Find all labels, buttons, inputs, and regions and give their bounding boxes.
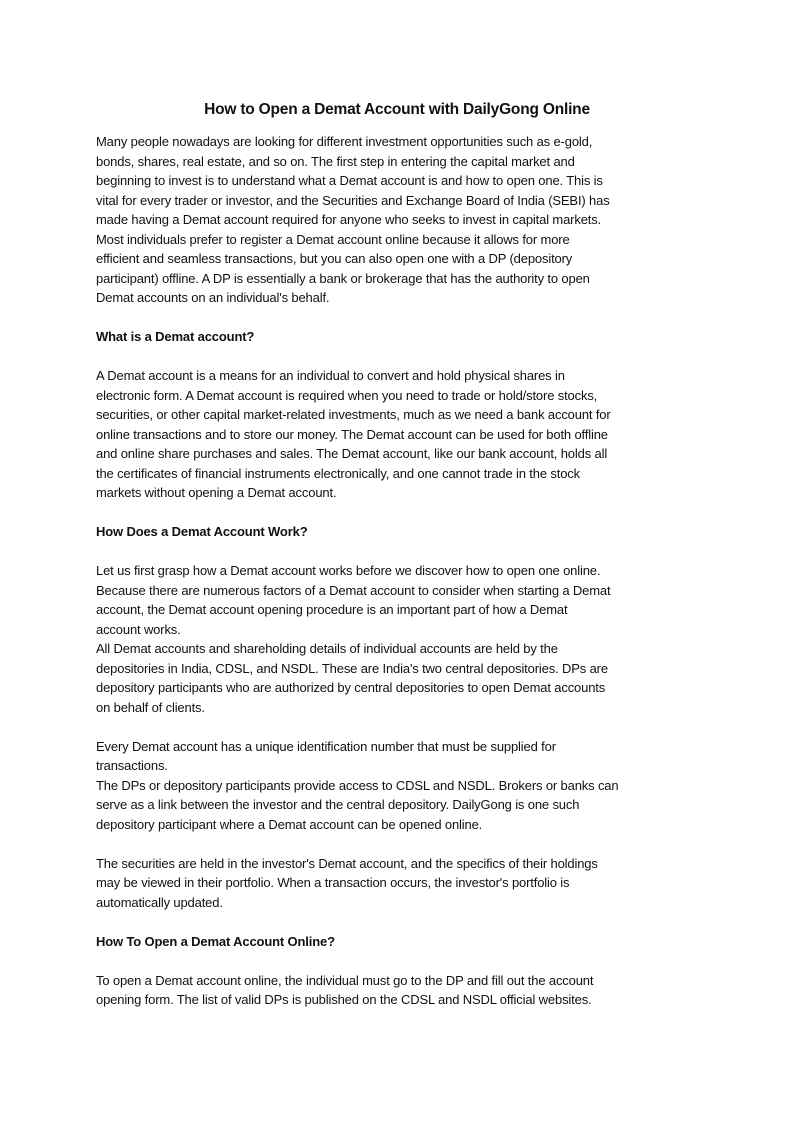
- text-line: serve as a link between the investor and the central depository. DailyGong is one such: [96, 797, 580, 812]
- text-line: automatically updated.: [96, 894, 223, 910]
- text-line: To open a Demat account online, the individual must go to the DP and fill out the account: [96, 972, 594, 988]
- text-line: Demat accounts on an individual's behalf.: [96, 290, 330, 305]
- paragraph-gap: [96, 951, 736, 971]
- text-line: bonds, shares, real estate, and so on. The first step in entering the capital market and: [96, 153, 575, 169]
- text-line: and online share purchases and sales. The Demat account, like our bank account, holds all: [96, 446, 608, 461]
- paragraph-gap: [96, 912, 736, 932]
- text-line: All Demat accounts and shareholding details of individual accounts are held by the: [96, 641, 558, 656]
- paragraph-gap: [96, 347, 736, 367]
- text-line: account works.: [96, 621, 181, 637]
- text-line: vital for every trader or investor, and the Securities and Exchange Board of India (SEBI) has: [96, 192, 610, 208]
- text-line: efficient and seamless transactions, but you can also open one with a DP (depository: [96, 251, 573, 266]
- document-title: How to Open a Demat Account with DailyGong Online: [204, 101, 590, 118]
- paragraph-gap: [96, 834, 736, 854]
- paragraph: [96, 971, 736, 1010]
- text-line: Every Demat account has a unique identification number that must be supplied for: [96, 738, 556, 754]
- paragraph: [96, 132, 736, 308]
- text-line: depository participants who are authorized by central depositories to open Demat accounts: [96, 680, 606, 695]
- text-line: Many people nowadays are looking for different investment opportunities such as e-gold,: [96, 134, 593, 149]
- paragraph: [96, 854, 736, 913]
- document-body: [96, 132, 736, 1010]
- paragraph-gap: [96, 542, 736, 562]
- paragraph-gap: [96, 717, 736, 737]
- text-line: the certificates of financial instruments electronically, and one cannot trade in the stock: [96, 465, 580, 481]
- text-line: online transactions and to store our money. The Demat account can be used for both offline: [96, 426, 608, 442]
- text-line: made having a Demat account required for anyone who seeks to invest in capital markets.: [96, 212, 602, 227]
- text-line: may be viewed in their portfolio. When a transaction occurs, the investor's portfolio is: [96, 875, 570, 890]
- heading-text: How To Open a Demat Account Online?: [96, 933, 335, 949]
- heading-text: How Does a Demat Account Work?: [96, 524, 308, 539]
- text-line: transactions.: [96, 758, 168, 773]
- paragraph-gap: [96, 503, 736, 523]
- section-heading: [96, 932, 736, 952]
- text-line: participant) offline. A DP is essentially a bank or brokerage that has the authority to open: [96, 270, 590, 286]
- text-line: securities, or other capital market-related investments, much as we need a bank account for: [96, 407, 611, 422]
- text-line: depository participant where a Demat account can be opened online.: [96, 816, 483, 832]
- text-line: A Demat account is a means for an individual to convert and hold physical shares in: [96, 368, 565, 383]
- text-line: Because there are numerous factors of a Demat account to consider when starting a Demat: [96, 582, 611, 598]
- paragraph: [96, 561, 736, 717]
- text-line: markets without opening a Demat account.: [96, 485, 337, 500]
- text-line: The securities are held in the investor's Demat account, and the specifics of their holdings: [96, 855, 598, 871]
- heading-text: What is a Demat account?: [96, 329, 255, 344]
- section-heading: [96, 522, 736, 542]
- text-line: The DPs or depository participants provide access to CDSL and NSDL. Brokers or banks can: [96, 777, 619, 793]
- text-line: on behalf of clients.: [96, 699, 205, 715]
- text-line: account, the Demat account opening procedure is an important part of how a Demat: [96, 602, 568, 617]
- text-line: depositories in India, CDSL, and NSDL. These are India's two central depositories. DPs are: [96, 660, 608, 676]
- paragraph: [96, 366, 736, 503]
- paragraph-gap: [96, 308, 736, 328]
- text-line: Most individuals prefer to register a Demat account online because it allows for more: [96, 231, 570, 247]
- text-line: electronic form. A Demat account is required when you need to trade or hold/store stocks,: [96, 387, 598, 403]
- section-heading: [96, 327, 736, 347]
- text-line: Let us first grasp how a Demat account works before we discover how to open one online.: [96, 563, 601, 578]
- text-line: opening form. The list of valid DPs is published on the CDSL and NSDL official websites.: [96, 992, 592, 1007]
- text-line: beginning to invest is to understand what a Demat account is and how to open one. This is: [96, 173, 603, 188]
- paragraph: [96, 737, 736, 835]
